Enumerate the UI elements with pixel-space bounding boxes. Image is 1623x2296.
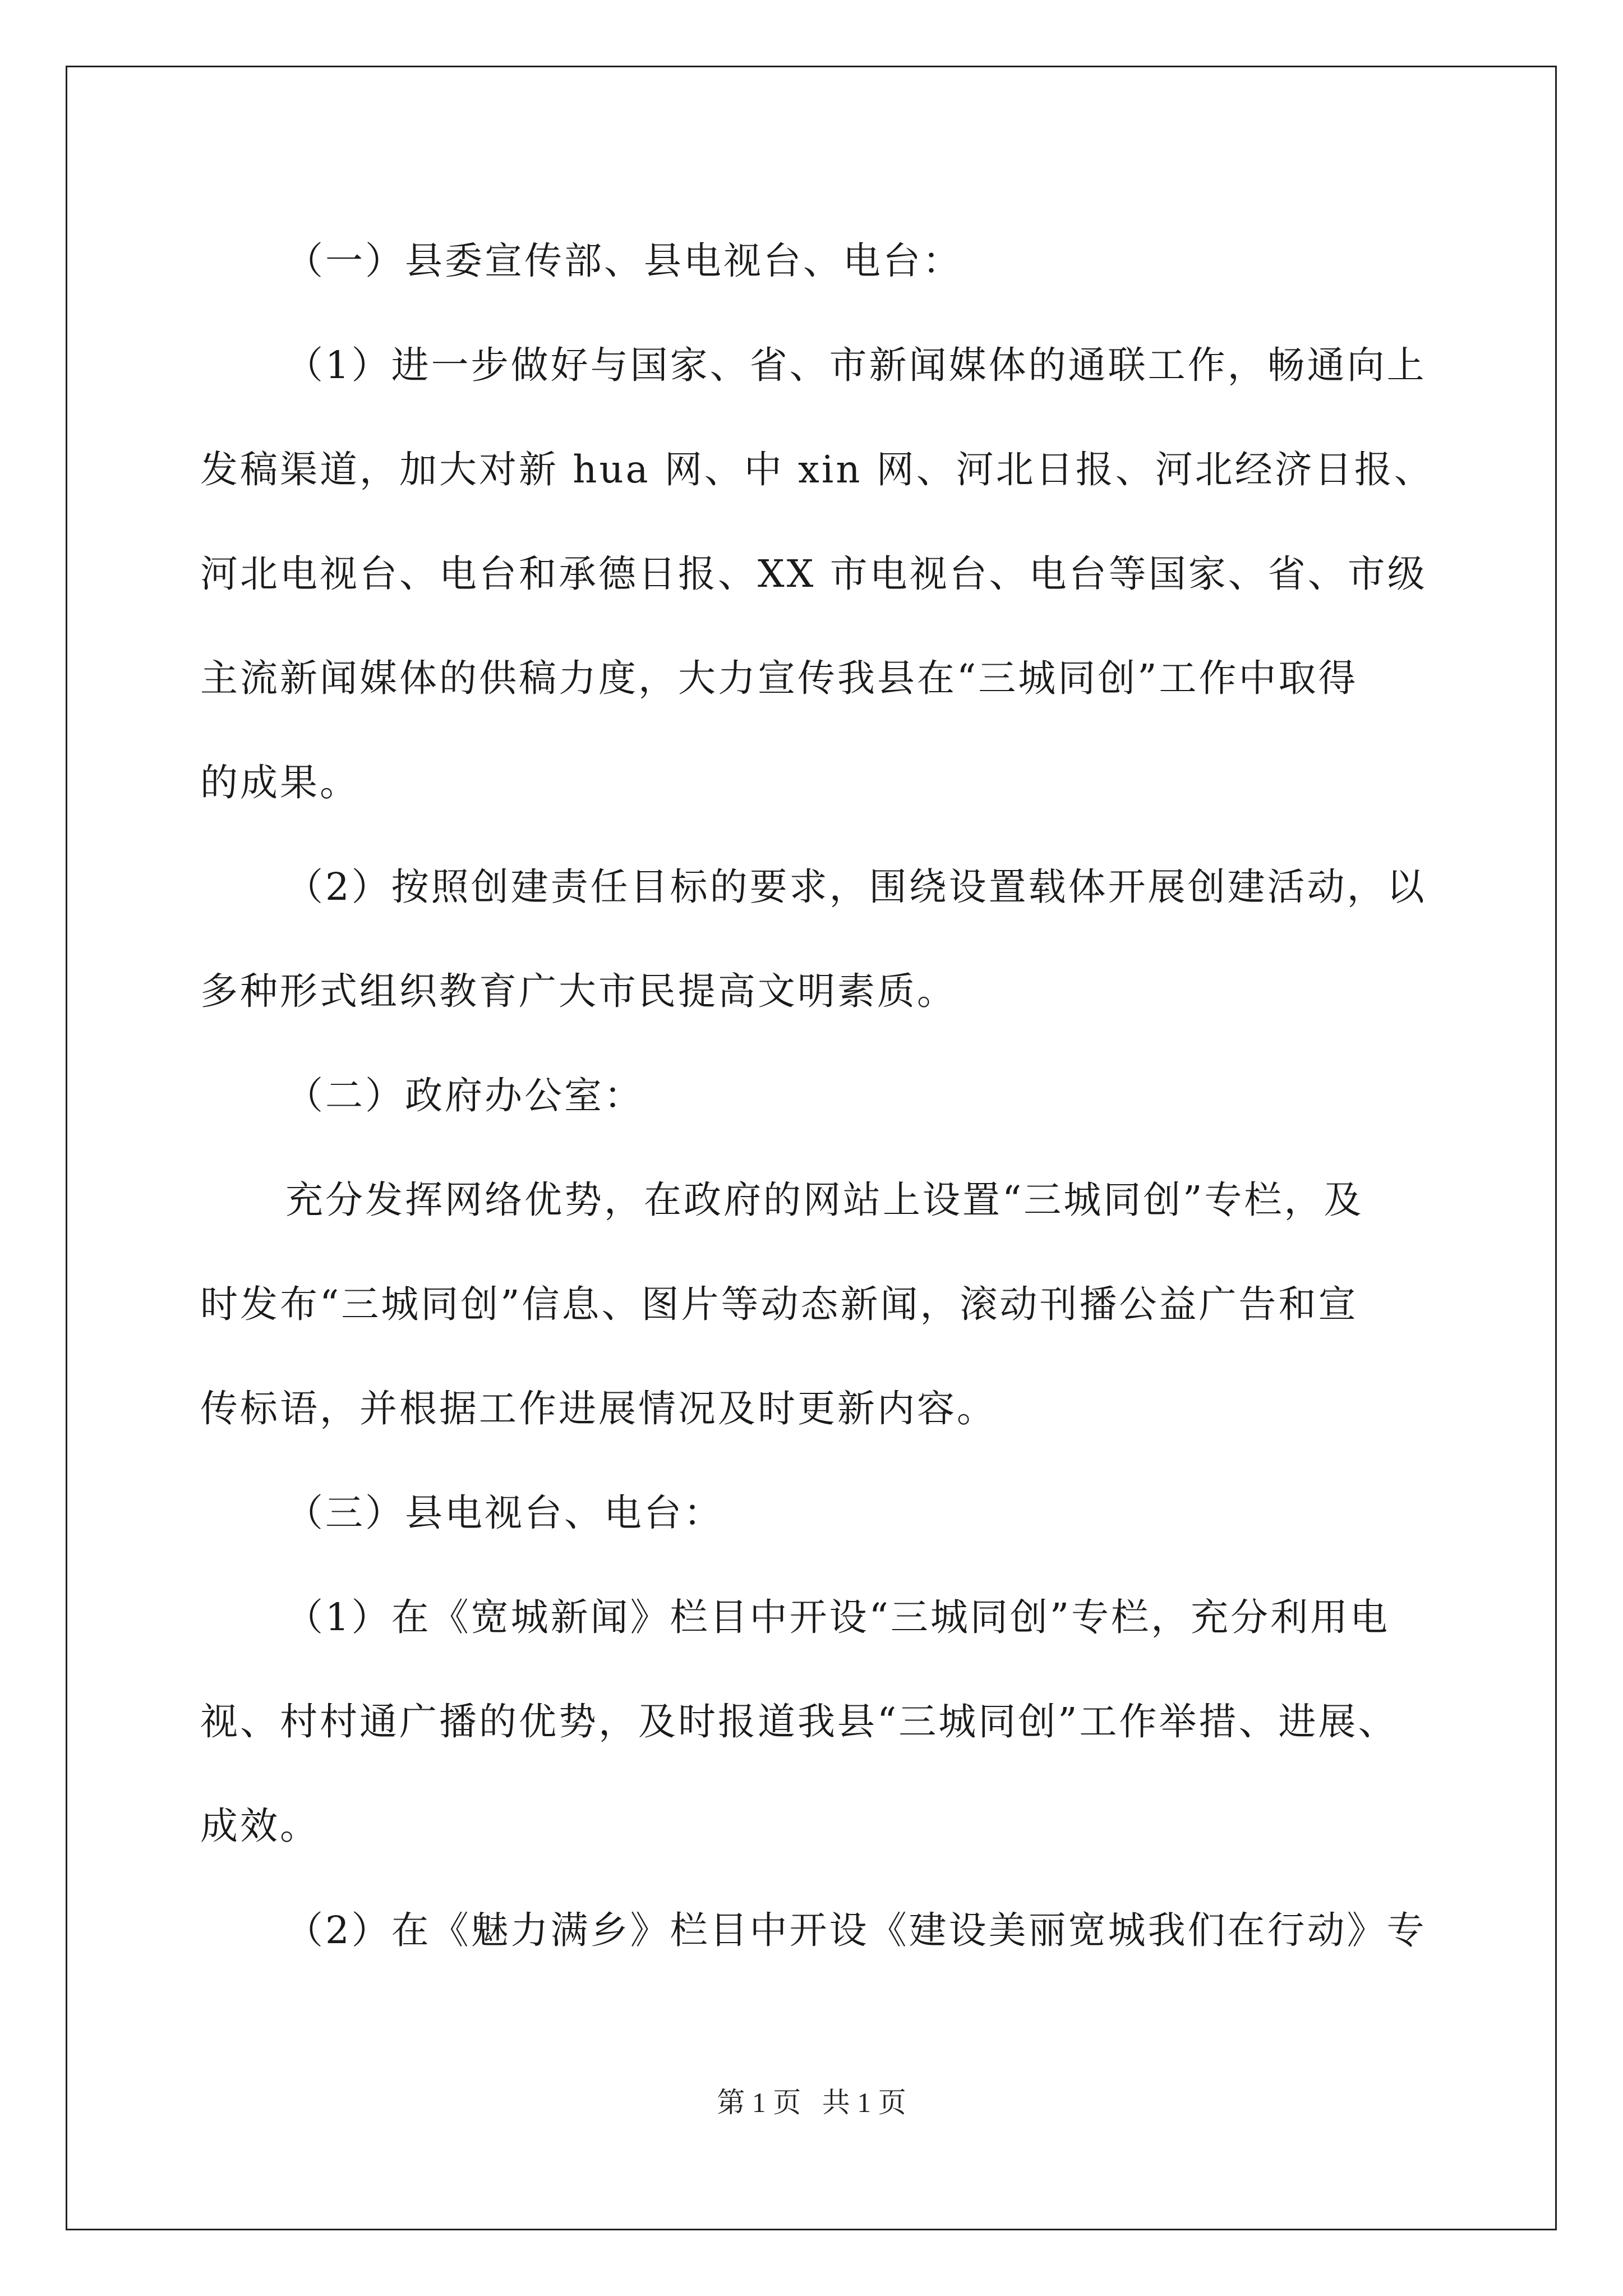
paragraph-line: 的成果。	[200, 761, 359, 804]
paragraph-line: 传标语，并根据工作进展情况及时更新内容。	[200, 1387, 997, 1430]
paragraph-line: 发稿渠道，加大对新 hua 网、中 xin 网、河北日报、河北经济日报、	[200, 448, 1434, 491]
paragraph-line: 视、村村通广播的优势，及时报道我县“三城同创”工作举措、进展、	[200, 1700, 1398, 1743]
paragraph-line: （一）县委宣传部、县电视台、电台：	[285, 239, 962, 283]
document-body	[200, 209, 1470, 1982]
page-number-footer: 第 1 页 共 1 页	[717, 2087, 906, 2118]
paragraph-line: 多种形式组织教育广大市民提高文明素质。	[200, 969, 957, 1013]
paragraph-line: 成效。	[200, 1804, 320, 1848]
paragraph-line: （2）按照创建责任目标的要求，围绕设置载体开展创建活动，以	[285, 865, 1427, 909]
paragraph-line: 主流新闻媒体的供稿力度，大力宣传我县在“三城同创”工作中取得	[200, 656, 1358, 700]
paragraph-line: 充分发挥网络优势，在政府的网站上设置“三城同创”专栏，及	[285, 1178, 1364, 1222]
paragraph-line: 时发布“三城同创”信息、图片等动态新闻，滚动刊播公益广告和宣	[200, 1282, 1358, 1326]
paragraph-line: （二）政府办公室：	[285, 1074, 644, 1117]
paragraph-line: 河北电视台、电台和承德日报、XX 市电视台、电台等国家、省、市级	[200, 552, 1427, 596]
paragraph-line: （三）县电视台、电台：	[285, 1491, 723, 1535]
paragraph-line: （1）在《宽城新闻》栏目中开设“三城同创”专栏，充分利用电	[285, 1595, 1390, 1639]
paragraph-line: （1）进一步做好与国家、省、市新闻媒体的通联工作，畅通向上	[285, 343, 1427, 387]
paragraph-line: （2）在《魅力满乡》栏目中开设《建设美丽宽城我们在行动》专	[285, 1908, 1427, 1952]
